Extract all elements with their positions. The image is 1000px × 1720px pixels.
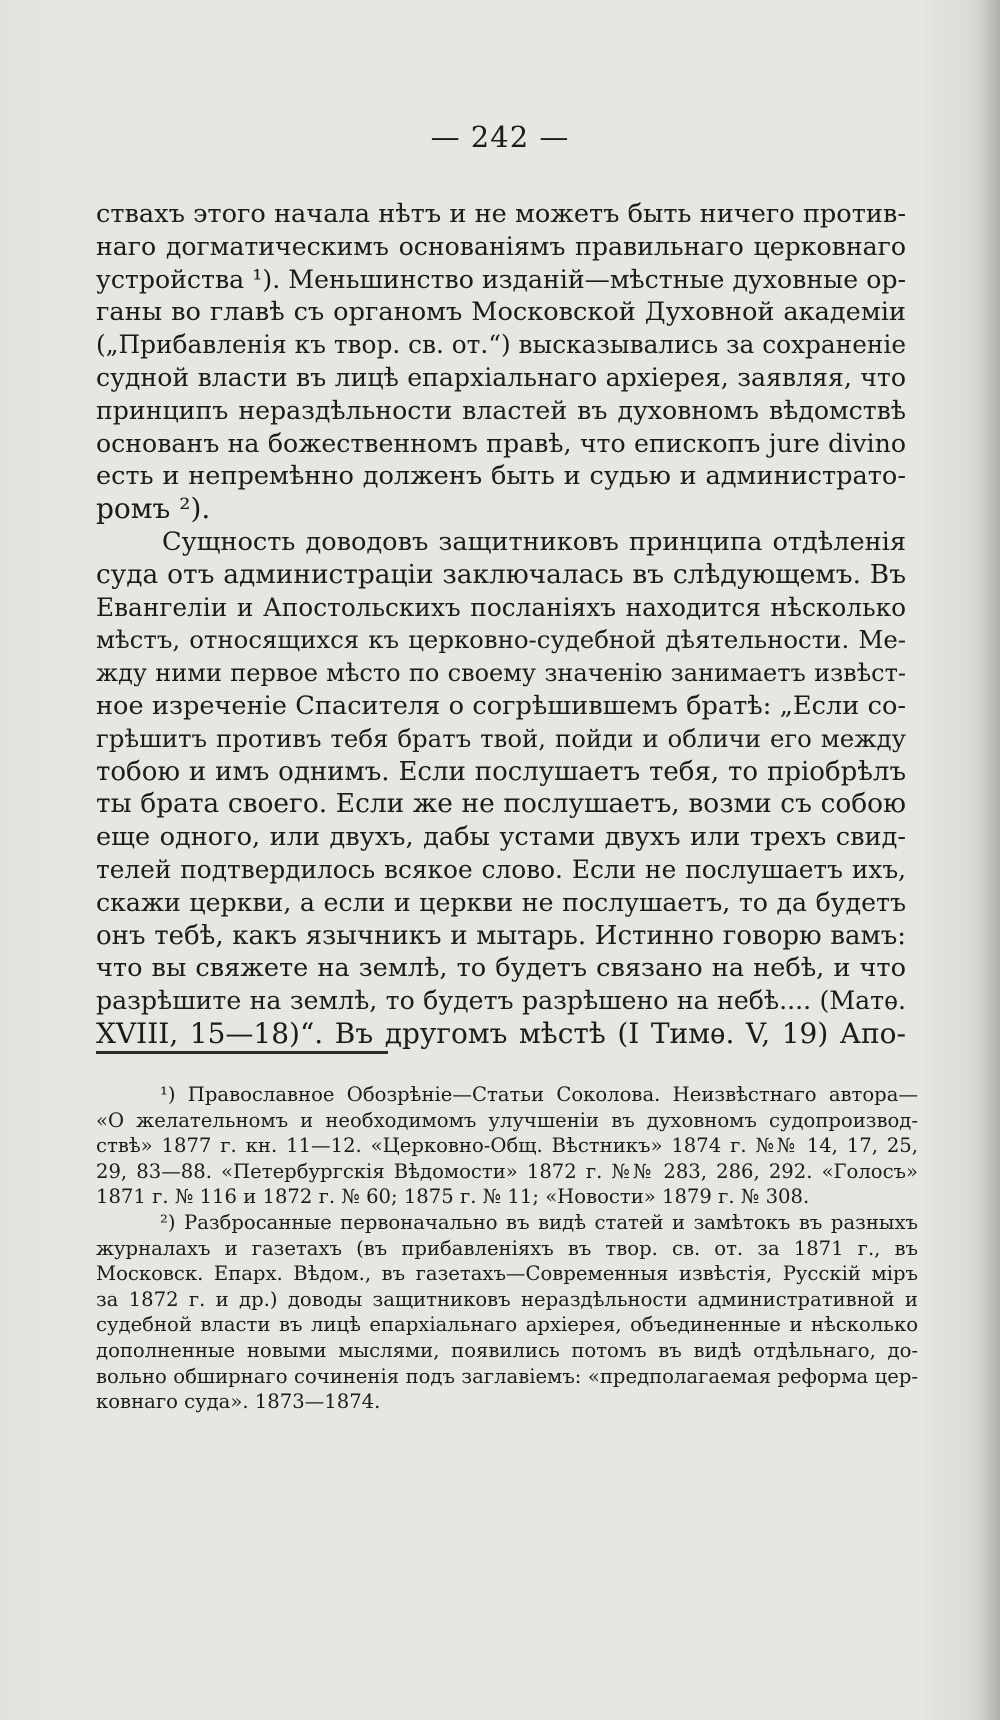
text-line: суда отъ администраціи заключалась въ слѣдующемъ. Въ (96, 558, 906, 590)
footnote-line: вольно обширнаго сочиненія подъ заглавіемъ: «предполагаемая реформа цер- (96, 1364, 918, 1388)
text-line: ное изреченіе Спасителя о согрѣшившемъ братѣ: „Если со- (96, 690, 906, 721)
footnote-line: ²) Разбросанные первоначально въ видѣ статей и замѣтокъ въ разныхъ (160, 1210, 918, 1234)
text-line: еще одного, или двухъ, дабы устами двухъ или трехъ свид- (96, 822, 906, 853)
main-text (96, 198, 906, 1051)
text-line: мѣстъ, относящихся къ церковно-судебной дѣятельности. Ме- (96, 625, 906, 655)
text-line: XVIII, 15—18)“. Въ другомъ мѣстѣ (I Тимѳ. V, 19) Апо- (96, 1016, 906, 1050)
page-edge-shadow (978, 0, 1000, 1720)
footnote-line: журналахъ и газетахъ (въ прибавленіяхъ въ твор. св. от. за 1871 г., въ (96, 1236, 918, 1260)
text-line: („Прибавленія къ твор. св. от.“) высказывались за сохраненіе (96, 330, 906, 360)
text-line: ромъ ²). (96, 492, 211, 526)
text-line: онъ тебѣ, какъ язычникъ и мытарь. Истинно говорю вамъ: (96, 920, 906, 951)
text-line: ты брата своего. Если же не послушаетъ, возми съ собою (96, 788, 906, 820)
footnote-line: ковнаго суда». 1873—1874. (96, 1390, 381, 1414)
text-line: ствахъ этого начала нѣтъ и не можетъ быть ничего против- (96, 199, 906, 229)
text-line: принципъ нераздѣльности властей въ духовномъ вѣдомствѣ (96, 395, 906, 425)
text-line: что вы свяжете на землѣ, то будетъ связано на небѣ, и что (96, 953, 906, 984)
text-line: устройства ¹). Меньшинство изданій—мѣстные духовные ор- (96, 264, 906, 294)
footnote-line: ствѣ» 1877 г. кн. 11—12. «Церковно-Общ. Вѣстникъ» 1874 г. №№ 14, 17, 25, (96, 1134, 918, 1158)
footnote-line: за 1872 г. и др.) доводы защитниковъ нераздѣльности административной и (96, 1287, 918, 1311)
text-line: разрѣшите на землѣ, то будетъ разрѣшено на небѣ.... (Матѳ. (96, 986, 906, 1016)
text-line: наго догматическимъ основаніямъ правильнаго церковнаго (96, 231, 906, 261)
text-line: телей подтвердилось всякое слово. Если не послушаетъ ихъ, (96, 854, 906, 884)
footnotes (96, 1082, 918, 1415)
text-line: Сущность доводовъ защитниковъ принципа отдѣленія (162, 526, 906, 557)
text-line: есть и непремѣнно долженъ быть и судью и администрато- (96, 461, 906, 492)
footnote-line: 29, 83—88. «Петербургскія Вѣдомости» 1872 г. №№ 283, 286, 292. «Голосъ» (96, 1159, 918, 1183)
footnote-line: «О желательномъ и необходимомъ улучшеніи въ духовномъ судопроизвод- (96, 1108, 918, 1132)
footnote-line: дополненные новыми мыслями, появились потомъ въ видѣ отдѣльнаго, до- (96, 1338, 918, 1362)
text-line: основанъ на божественномъ правѣ, что епископъ jure divino (96, 428, 906, 458)
footnote-separator (96, 1051, 388, 1054)
text-line: грѣшитъ противъ тебя братъ твой, пойди и обличи его между (96, 723, 906, 753)
footnote-line: судебной власти въ лицѣ епархіальнаго архіерея, объединенные и нѣсколько (96, 1313, 918, 1337)
text-line: скажи церкви, а если и церкви не послушаетъ, то да будетъ (96, 887, 906, 917)
footnote-line: 1871 г. № 116 и 1872 г. № 60; 1875 г. № 11; «Новости» 1879 г. № 308. (96, 1185, 810, 1209)
text-line: тобою и имъ однимъ. Если послушаетъ тебя, то пріобрѣлъ (96, 756, 906, 787)
footnote-line: ¹) Православное Обозрѣніе—Статьи Соколова. Неизвѣстнаго автора— (160, 1083, 918, 1106)
page-number: — 242 — (430, 120, 570, 154)
text-line: судной власти въ лицѣ епархіальнаго архіерея, заявляя, что (96, 362, 906, 392)
footnote-line: Московск. Епарх. Вѣдом., въ газетахъ—Современныя извѣстія, Русскій міръ (96, 1262, 918, 1286)
text-line: жду ними первое мѣсто по своему значенію занимаетъ извѣст- (96, 659, 906, 688)
text-line: ганы во главѣ съ органомъ Московской Духовной академіи (96, 297, 906, 328)
text-line: Евангеліи и Апостольскихъ посланіяхъ находится нѣсколько (96, 592, 906, 622)
